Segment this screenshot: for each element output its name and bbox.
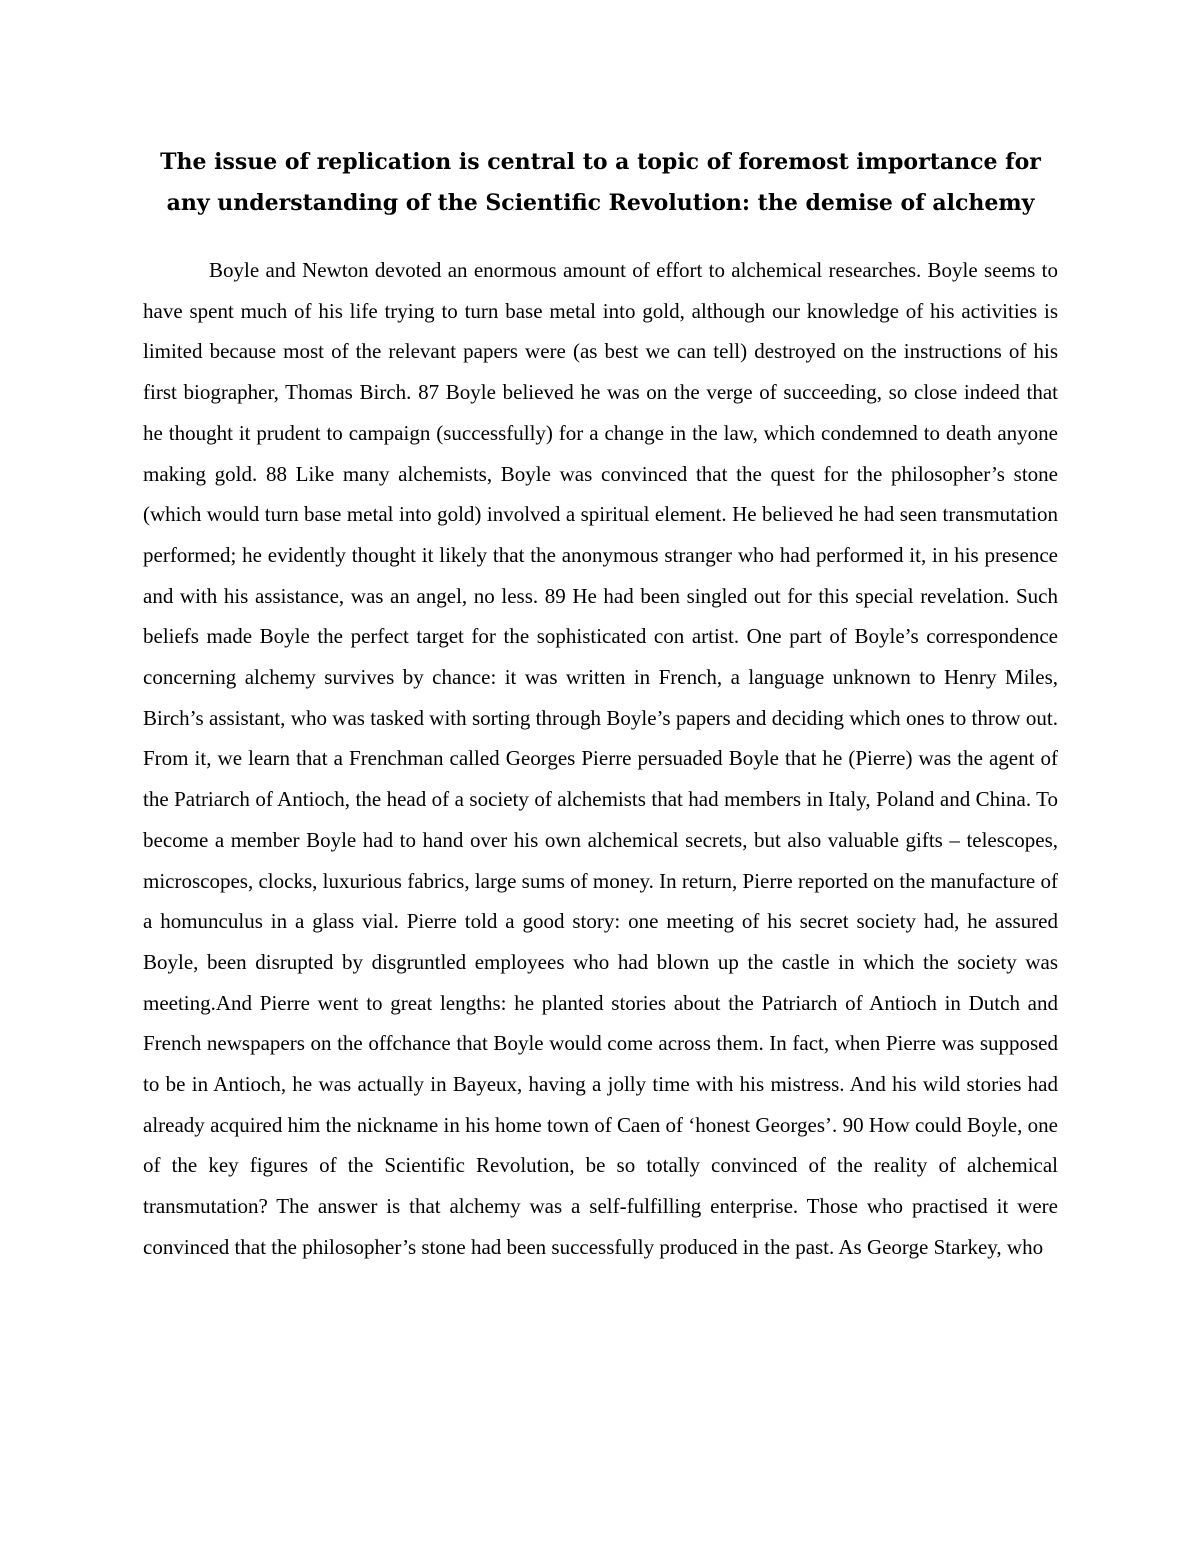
body-paragraph: Boyle and Newton devoted an enormous amount of effort to alchemical researches. Boyle seems to have spent much of his life trying to turn base metal into gold, although our knowledge of his activities is limited because most of the relevant papers were (as best we can tell) destroyed on the instructions of his first biographer, Thomas Birch. 87 Boyle believed he was on the verge of succeeding, so close indeed that he thought it prudent to campaign (successfully) for a change in the law, which condemned to death anyone making gold. 88 Like many alchemists, Boyle was convinced that the quest for the philosopher’s stone (which would turn base metal into gold) involved a spiritual element. He believed he had seen transmutation performed; he evidently thought it likely that the anonymous stranger who had performed it, in his presence and with his assistance, was an angel, no less. 89 He had been singled out for this special revelation. Such beliefs made Boyle the perfect target for the sophisticated con artist. One part of Boyle’s correspondence concerning alchemy survives by chance: it was written in French, a language unknown to Henry Miles, Birch’s assistant, who was tasked with sorting through Boyle’s papers and deciding which ones to throw out. From it, we learn that a Frenchman called Georges Pierre persuaded Boyle that he (Pierre) was the agent of the Patriarch of Antioch, the head of a society of alchemists that had members in Italy, Poland and China. To become a member Boyle had to hand over his own alchemical secrets, but also valuable gifts – telescopes, microscopes, clocks, luxurious fabrics, large sums of money. In return, Pierre reported on the manufacture of a homunculus in a glass vial. Pierre told a good story: one meeting of his secret society had, he assured Boyle, been disrupted by disgruntled employees who had blown up the castle in which the society was meeting.And Pierre went to great lengths: he planted stories about the Patriarch of Antioch in Dutch and French newspapers on the offchance that Boyle would come across them. In fact, when Pierre was supposed to be in Antioch, he was actually in Bayeux, having a jolly time with his mistress. And his wild stories had already acquired him the nickname in his home town of Caen of ‘honest Georges’. 90 How could Boyle, one of the key figures of the Scientific Revolution, be so totally convinced of the reality of alchemical transmutation? The answer is that alchemy was a self-fulfilling enterprise. Those who practised it were convinced that the philosopher’s stone had been successfully produced in the past. As George Starkey, who (143, 258, 1058, 1259)
document-title: The issue of replication is central to a topic of foremost importance for any understanding of the Scientific Revolution: the demise of alchemy (160, 149, 1041, 216)
